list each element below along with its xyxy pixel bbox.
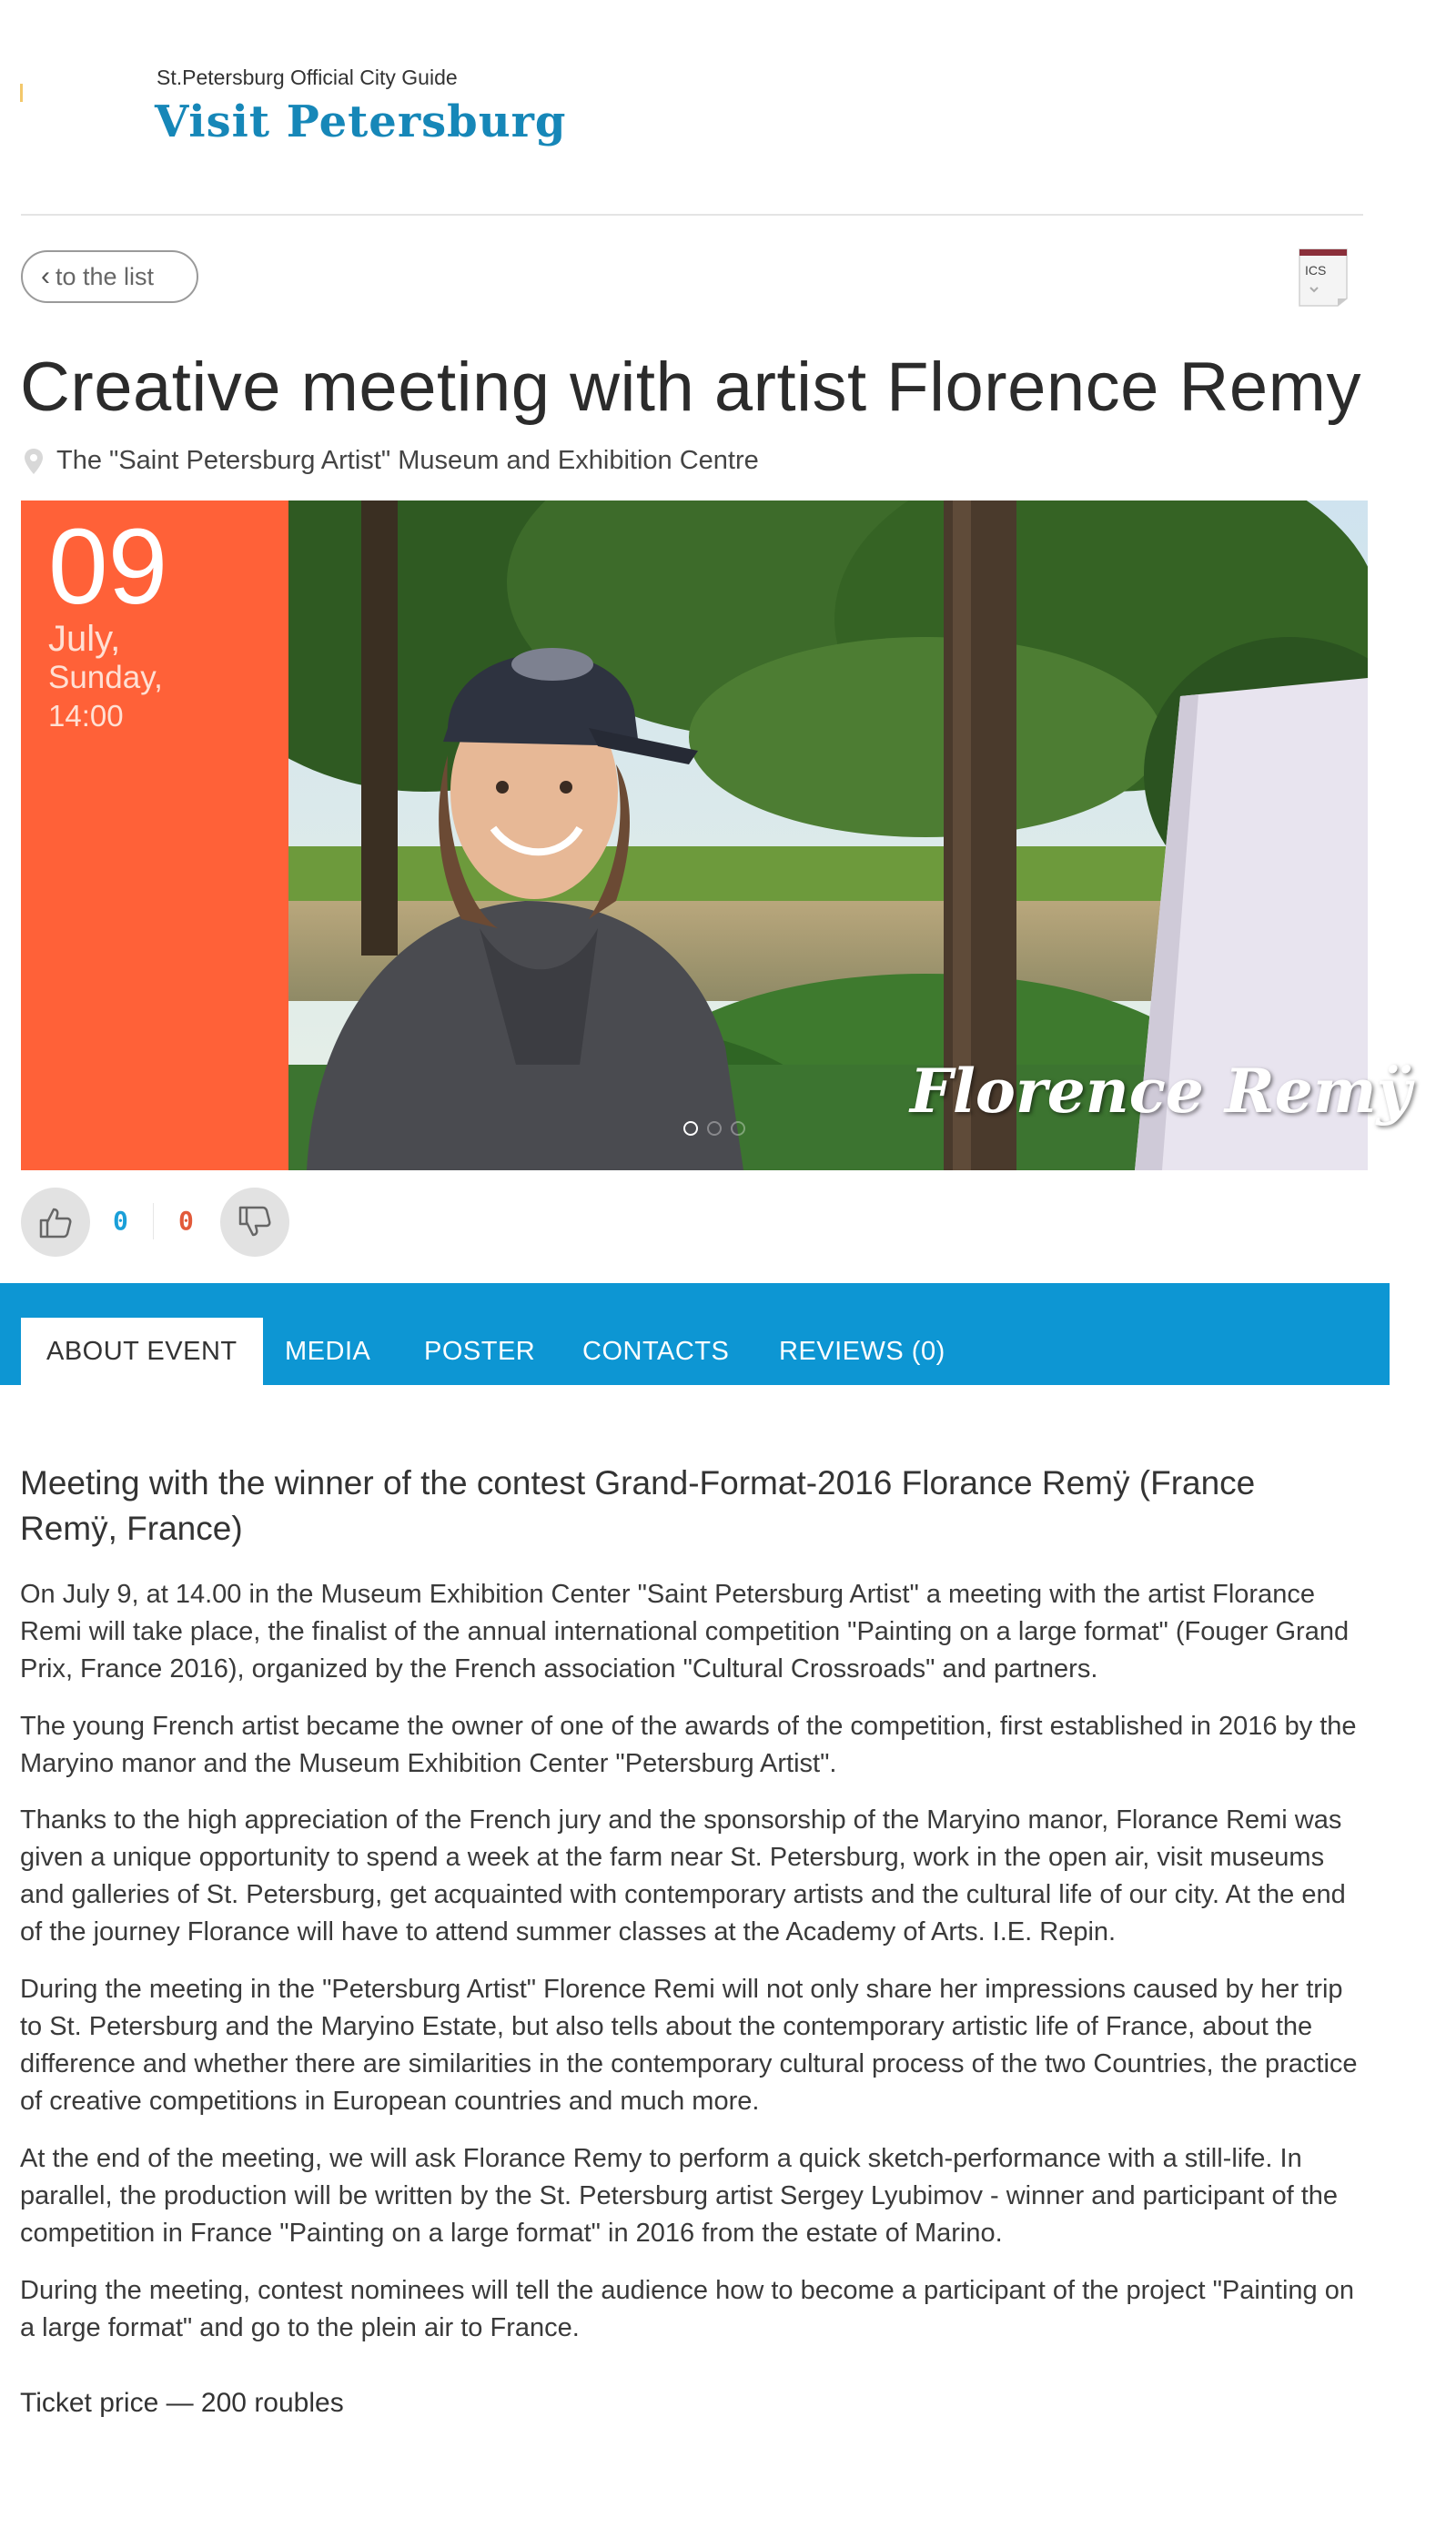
paragraph: At the end of the meeting, we will ask Florance Remy to perform a quick sketch-performance with a still-life. In parallel, the production will be written by the St. Petersburg artist Sergey Lyubimov - winner and participant of the competition in France "Painting on a large format" in 2016 from the estate of Marino. [20,2144,1339,2248]
dislike-button[interactable] [220,1188,289,1257]
slider-dot[interactable] [731,1121,745,1136]
back-to-list-label: to the list [56,262,155,290]
tab-contacts[interactable]: CONTACTS [582,1336,730,1366]
paragraph: On July 9, at 14.00 in the Museum Exhibition Center "Saint Petersburg Artist" a meeting with the artist Florance Remi will take place, the finalist of the annual international competition "Painting on a large format" (Fouger Grand Prix, France 2016), organized by the French association "Cultural Crossroads" and partners. [20,1580,1350,1684]
event-lead: Meeting with the winner of the contest Grand-Format-2016 Florance Remÿ (France Remÿ, France) [20,1464,1256,1547]
tab-media[interactable]: MEDIA [285,1336,371,1366]
ics-calendar-icon[interactable] [1298,248,1349,308]
like-count: 0 [113,1206,128,1236]
date-time: 14:00 [48,699,124,733]
paragraph: During the meeting in the "Petersburg Artist" Florence Remi will not only share her impressions caused by her trip to St. Petersburg and the Maryino Estate, but also tells about the contemporary artistic life of France, about the difference and whether there are similarities in the contemporary cultural process of the two Countries, the practice of creative competitions in European countries and much more. [20,1975,1358,2116]
event-tabs [0,1283,1390,1385]
paragraph: Thanks to the high appreciation of the French jury and the sponsorship of the Maryino manor, Florance Remi was given a unique opportunity to spend a week at the farm near St. Petersburg, work in the open air, visit museums and galleries of St. Petersburg, get acquainted with contemporary artists and the cultural life of our city. At the end of the journey Florance will have to attend summer classes at the Academy of Arts. I.E. Repin. [20,1805,1346,1947]
location-pin-icon [24,448,44,475]
site-subtitle: St.Petersburg Official City Guide [157,66,458,89]
date-month: July, [48,619,121,659]
ticket-price: Ticket price — 200 roubles [20,2388,344,2418]
event-venue[interactable] [24,446,759,476]
thumbs-up-icon [37,1204,74,1240]
event-date-panel [21,501,288,1170]
vote-divider [153,1203,154,1239]
logo-mark [20,84,23,102]
date-day: 09 [48,507,168,627]
like-button[interactable] [21,1188,90,1257]
tab-about-event[interactable]: ABOUT EVENT [21,1318,263,1385]
ics-label: ICS [1305,263,1327,278]
header-divider [21,214,1363,216]
paragraph: During the meeting, contest nominees will tell the audience how to become a participant of the project "Painting on a large format" and go to the plein air to France. [20,2276,1354,2342]
venue-name: The "Saint Petersburg Artist" Museum and Exhibition Centre [56,446,759,475]
photo-caption: Florence Remÿ [910,1056,1411,1127]
slider-dot[interactable] [707,1121,722,1136]
tab-reviews[interactable]: REVIEWS (0) [779,1336,945,1366]
event-title: Creative meeting with artist Florence Remy [20,349,1361,426]
paragraph: The young French artist became the owner of one of the awards of the competition, first established in 2016 by the Maryino manor and the Museum Exhibition Center "Petersburg Artist". [20,1712,1357,1778]
dislike-count: 0 [178,1206,194,1236]
slider-dots [683,1121,745,1136]
tab-poster[interactable]: POSTER [424,1336,536,1366]
chevron-left-icon: ‹ [41,261,50,291]
slider-dot[interactable] [683,1121,698,1136]
site-logo-title[interactable]: Visit Petersburg [155,96,567,147]
date-weekday: Sunday, [48,660,163,695]
thumbs-down-icon [237,1204,273,1240]
back-to-list-button[interactable] [21,250,198,303]
